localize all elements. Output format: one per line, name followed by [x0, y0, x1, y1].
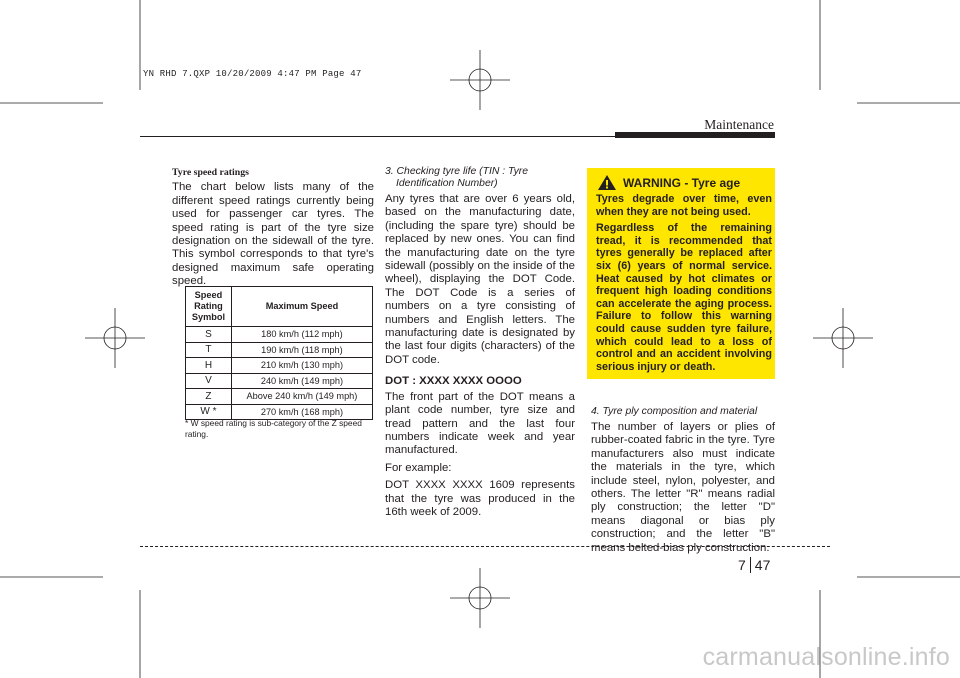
speed-ratings-paragraph: The chart below lists many of the different speed ratings currently being used for passenger car tyres. The speed rating is part of the tyre size designation on the sidewall of the tyre. This symbol corresponds to that tyre's designed maximum safe operating speed.: [172, 181, 374, 288]
chapter-number: 7: [738, 557, 746, 573]
right-column: [591, 406, 775, 555]
watermark: carmanualsonline.info: [702, 643, 950, 671]
ply-heading: 4. Tyre ply composition and material: [591, 406, 758, 417]
example-label: For example:: [385, 461, 452, 474]
example-paragraph: DOT XXXX XXXX 1609 represents that the tyre was produced in the 16th week of 2009.: [385, 479, 575, 518]
table-cell: V: [186, 373, 232, 389]
table-cell: 180 km/h (112 mph): [231, 327, 372, 343]
table-cell: 240 km/h (149 mph): [231, 373, 372, 389]
header-rule-accent: [615, 132, 775, 138]
table-row: [186, 373, 373, 389]
middle-column: [385, 166, 575, 519]
table-row: [186, 342, 373, 358]
page-number: [738, 557, 770, 573]
table-footnote: * W speed rating is sub-category of the Z speed rating.: [185, 418, 362, 439]
header-rule: [140, 136, 615, 137]
warning-paragraph-1: Tyres degrade over time, even when they are not being used.: [596, 193, 772, 218]
table-cell: H: [186, 358, 232, 374]
table-header-row: [186, 287, 373, 327]
table-row: [186, 327, 373, 343]
print-slug: YN RHD 7.QXP 10/20/2009 4:47 PM Page 47: [143, 69, 362, 79]
warning-title: WARNING - Tyre age: [623, 176, 741, 190]
tin-heading-line1: 3. Checking tyre life (TIN : Tyre: [385, 166, 529, 177]
table-row: [186, 358, 373, 374]
table-cell: Z: [186, 389, 232, 405]
table-cell: Above 240 km/h (149 mph): [231, 389, 372, 405]
dot-code-format: DOT : XXXX XXXX OOOO: [385, 375, 522, 388]
tin-paragraph: Any tyres that are over 6 years old, based on the manufacturing date, (including the spare tyre) should be replaced by new ones. You can find the manufacturing date on the tyre sidewall (possibly on the inside of the wheel), displaying the DOT Code. The DOT Code is a series of numbers on a tyre consisting of numbers and English letters. The manufacturing date is designated by the last four digits (characters) of the DOT code.: [385, 193, 575, 366]
section-title: Maintenance: [704, 117, 774, 132]
warning-paragraph-2: Regardless of the remaining tread, it is recommended that tyres generally be replaced after six (6) years of normal service. Heat caused by hot climates or frequent high loading conditions can accelerate the aging process. Failure to follow this warning could cause sudden tyre failure, which could lead to a loss of control and an accident involving serious injury or death.: [596, 222, 772, 373]
table-cell: 270 km/h (168 mph): [231, 404, 372, 420]
dot-explanation: The front part of the DOT means a plant code number, tyre size and tread pattern and the last four numbers indicate week and year manufactured.: [385, 390, 575, 457]
left-column: [172, 166, 374, 289]
table-header-cell: Maximum Speed: [231, 287, 372, 327]
table-cell: S: [186, 327, 232, 343]
ply-paragraph: The number of layers or plies of rubber-coated fabric in the tyre. Tyre manufacturers also must indicate the materials in the tyre, which include steel, nylon, polyester, and others. The letter "R" means radial ply construction; the letter "D" means diagonal or bias ply construction; and the letter "B" means belted-bias ply construction.: [591, 421, 775, 554]
footer-rule: [140, 546, 830, 547]
tin-heading-line2: Identification Number): [396, 178, 498, 189]
speed-ratings-heading: Tyre speed ratings: [172, 167, 249, 178]
tin-heading: [385, 166, 575, 190]
table-header-cell: Speed Rating Symbol: [186, 287, 232, 327]
page-number-divider: [750, 557, 751, 573]
table-cell: 190 km/h (118 mph): [231, 342, 372, 358]
warning-box: [587, 168, 775, 379]
page-number-value: 47: [754, 557, 771, 573]
speed-ratings-table: [185, 286, 373, 420]
table-cell: T: [186, 342, 232, 358]
table-row: [186, 389, 373, 405]
table-cell: 210 km/h (130 mph): [231, 358, 372, 374]
table-cell: W *: [186, 404, 232, 420]
